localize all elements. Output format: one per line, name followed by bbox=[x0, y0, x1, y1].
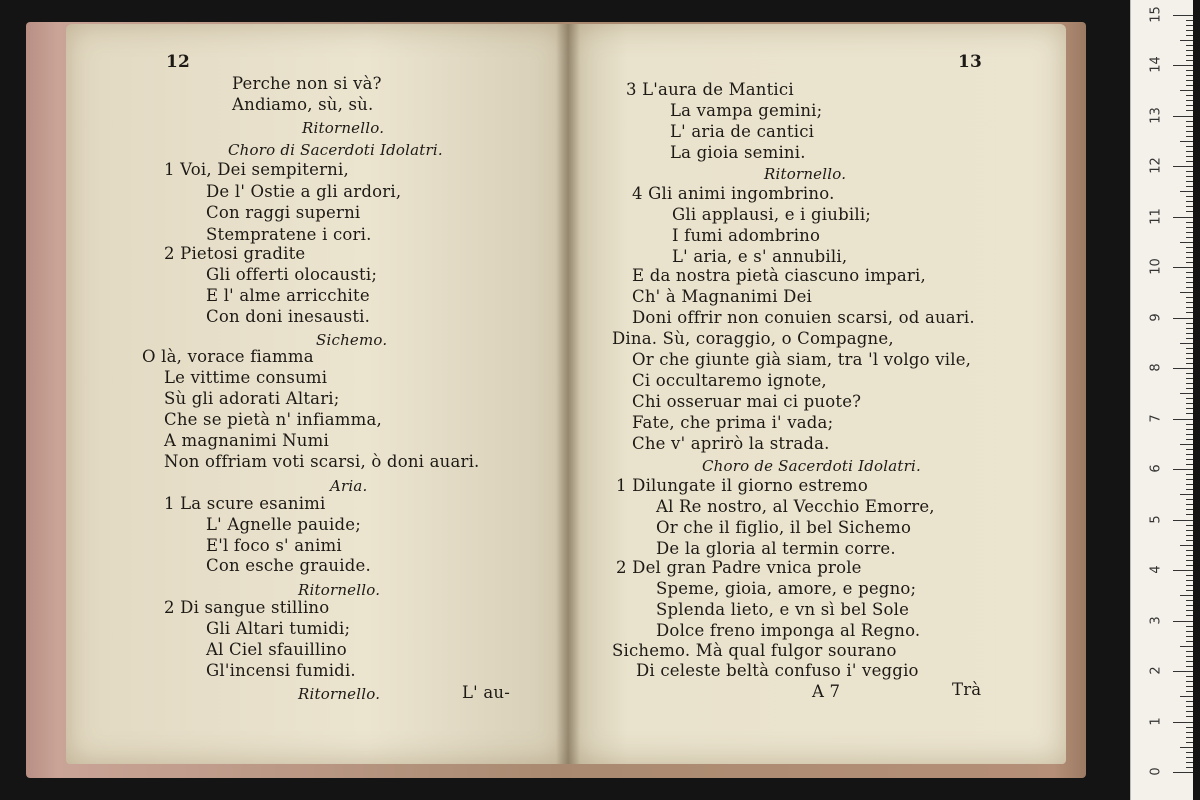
ruler-tick bbox=[1180, 494, 1193, 495]
ruler-tick bbox=[1180, 393, 1193, 394]
section-heading: Ritornello. bbox=[764, 165, 847, 183]
ruler-tick bbox=[1186, 626, 1193, 627]
ruler-label: 8 bbox=[1148, 363, 1164, 372]
text-line: Ci occultaremo ignote, bbox=[632, 371, 827, 390]
page-number-right: 13 bbox=[958, 52, 983, 72]
text-line: Andiamo, sù, sù. bbox=[232, 95, 374, 114]
ruler-tick bbox=[1186, 560, 1193, 561]
text-line: 4 Gli animi ingombrino. bbox=[632, 184, 835, 203]
ruler-tick bbox=[1186, 85, 1193, 86]
ruler-tick bbox=[1186, 121, 1193, 122]
ruler-tick bbox=[1186, 676, 1193, 677]
ruler-tick bbox=[1173, 15, 1193, 16]
ruler-tick bbox=[1186, 610, 1193, 611]
ruler-tick bbox=[1186, 408, 1193, 409]
text-line: Con esche grauide. bbox=[206, 556, 371, 575]
ruler-tick bbox=[1186, 479, 1193, 480]
text-line: Speme, gioia, amore, e pegno; bbox=[656, 579, 917, 598]
ruler-tick bbox=[1186, 227, 1193, 228]
ruler-tick bbox=[1180, 242, 1193, 243]
text-line: 3 L'aura de Mantici bbox=[626, 80, 794, 99]
text-line: 2 Del gran Padre vnica prole bbox=[616, 558, 862, 577]
ruler-tick bbox=[1186, 232, 1193, 233]
ruler-tick bbox=[1186, 20, 1193, 21]
ruler-tick bbox=[1186, 176, 1193, 177]
ruler-tick bbox=[1186, 126, 1193, 127]
ruler-tick bbox=[1180, 444, 1193, 445]
text-line: A magnanimi Numi bbox=[164, 431, 329, 450]
ruler-tick bbox=[1186, 439, 1193, 440]
ruler-tick bbox=[1186, 727, 1193, 728]
text-line: 1 La scure esanimi bbox=[164, 494, 326, 513]
ruler-tick bbox=[1186, 247, 1193, 248]
text-line: Al Re nostro, al Vecchio Emorre, bbox=[656, 497, 935, 516]
ruler-tick bbox=[1173, 671, 1193, 672]
ruler-tick bbox=[1186, 186, 1193, 187]
ruler-tick bbox=[1186, 136, 1193, 137]
ruler-label: 3 bbox=[1148, 615, 1164, 625]
ruler-tick bbox=[1186, 585, 1193, 586]
text-line: Dina. Sù, coraggio, o Compagne, bbox=[612, 329, 894, 348]
ruler-tick bbox=[1186, 206, 1193, 207]
ruler-tick bbox=[1173, 65, 1193, 66]
ruler-label: 13 bbox=[1148, 106, 1164, 124]
ruler-tick bbox=[1186, 636, 1193, 637]
catchword: L' au- bbox=[462, 683, 510, 702]
ruler-tick bbox=[1186, 257, 1193, 258]
ruler-tick bbox=[1186, 55, 1193, 56]
ruler-tick bbox=[1186, 641, 1193, 642]
text-line: O là, vorace fiamma bbox=[142, 347, 314, 366]
ruler-label: 10 bbox=[1148, 258, 1164, 275]
text-line: 1 Voi, Dei sempiterni, bbox=[164, 160, 349, 179]
ruler-label: 12 bbox=[1148, 157, 1164, 174]
ruler-tick bbox=[1186, 499, 1193, 500]
ruler-tick bbox=[1186, 110, 1193, 111]
text-line: Or che giunte già siam, tra 'l volgo vile, bbox=[632, 350, 972, 369]
ruler-tick bbox=[1186, 80, 1193, 81]
ruler-tick bbox=[1186, 222, 1193, 223]
section-heading: Ritornello. bbox=[298, 685, 381, 703]
ruler-tick bbox=[1186, 631, 1193, 632]
text-line: Al Ciel sfauillino bbox=[206, 640, 347, 659]
ruler-tick bbox=[1186, 353, 1193, 354]
ruler-tick bbox=[1186, 706, 1193, 707]
ruler-tick bbox=[1186, 328, 1193, 329]
ruler-tick bbox=[1186, 378, 1193, 379]
ruler-tick bbox=[1186, 661, 1193, 662]
ruler-tick bbox=[1186, 711, 1193, 712]
text-line: De la gloria al termin corre. bbox=[656, 539, 896, 558]
ruler-tick bbox=[1186, 348, 1193, 349]
text-line: Or che il figlio, il bel Sichemo bbox=[656, 518, 912, 537]
ruler-tick bbox=[1186, 262, 1193, 263]
ruler-tick bbox=[1180, 141, 1193, 142]
ruler-label: 1 bbox=[1148, 716, 1164, 726]
ruler-tick bbox=[1186, 691, 1193, 692]
ruler-tick bbox=[1186, 666, 1193, 667]
ruler-tick bbox=[1173, 469, 1193, 470]
text-line: E da nostra pietà ciascuno impari, bbox=[632, 266, 926, 285]
ruler-tick bbox=[1186, 302, 1193, 303]
ruler-tick bbox=[1186, 333, 1193, 334]
ruler-tick bbox=[1173, 368, 1193, 369]
ruler-tick bbox=[1186, 767, 1193, 768]
section-heading: Ritornello. bbox=[298, 581, 381, 599]
ruler-tick bbox=[1186, 388, 1193, 389]
text-line: 2 Di sangue stillino bbox=[164, 598, 330, 617]
ruler-tick bbox=[1186, 484, 1193, 485]
ruler-tick bbox=[1186, 762, 1193, 763]
ruler-tick bbox=[1186, 580, 1193, 581]
ruler-tick bbox=[1186, 338, 1193, 339]
ruler-tick bbox=[1186, 509, 1193, 510]
ruler-label: 11 bbox=[1148, 207, 1164, 225]
ruler-tick bbox=[1186, 196, 1193, 197]
ruler-tick bbox=[1186, 272, 1193, 273]
page-number-left: 12 bbox=[166, 52, 191, 72]
section-heading: Choro de Sacerdoti Idolatri. bbox=[702, 457, 921, 475]
ruler-tick bbox=[1186, 307, 1193, 308]
text-line: De l' Ostie a gli ardori, bbox=[206, 182, 402, 201]
text-line: Doni offrir non conuien scarsi, od auari. bbox=[632, 308, 975, 327]
ruler-tick bbox=[1173, 419, 1193, 420]
ruler-tick bbox=[1186, 297, 1193, 298]
ruler-tick bbox=[1186, 312, 1193, 313]
ruler-label: 0 bbox=[1148, 767, 1164, 776]
ruler-tick bbox=[1186, 100, 1193, 101]
book-gutter bbox=[556, 24, 580, 764]
ruler-tick bbox=[1180, 90, 1193, 91]
text-line: L' Agnelle pauide; bbox=[206, 515, 361, 534]
ruler-tick bbox=[1186, 605, 1193, 606]
ruler-label: 7 bbox=[1148, 413, 1164, 423]
ruler-tick bbox=[1186, 282, 1193, 283]
ruler-tick bbox=[1186, 363, 1193, 364]
text-line: Gli offerti olocausti; bbox=[206, 265, 378, 284]
ruler-tick bbox=[1186, 201, 1193, 202]
section-heading: Aria. bbox=[330, 477, 368, 495]
ruler-tick bbox=[1180, 646, 1193, 647]
ruler-tick bbox=[1186, 25, 1193, 26]
ruler-tick bbox=[1186, 434, 1193, 435]
ruler-tick bbox=[1180, 747, 1193, 748]
text-line: E l' alme arricchite bbox=[206, 286, 370, 305]
ruler-tick bbox=[1186, 449, 1193, 450]
ruler-tick bbox=[1186, 277, 1193, 278]
ruler-tick bbox=[1186, 732, 1193, 733]
text-line: I fumi adombrino bbox=[672, 226, 821, 245]
text-line: Fate, che prima i' vada; bbox=[632, 413, 834, 432]
text-line: Dolce freno imponga al Regno. bbox=[656, 621, 921, 640]
measurement-ruler bbox=[1130, 0, 1193, 800]
ruler-tick bbox=[1186, 413, 1193, 414]
ruler-tick bbox=[1186, 131, 1193, 132]
signature-mark: A 7 bbox=[812, 682, 841, 701]
ruler-tick bbox=[1186, 75, 1193, 76]
text-line: Ch' à Magnanimi Dei bbox=[632, 287, 813, 306]
text-line: Con raggi superni bbox=[206, 203, 361, 222]
text-line: Le vittime consumi bbox=[164, 368, 328, 387]
ruler-tick bbox=[1186, 454, 1193, 455]
ruler-tick bbox=[1180, 40, 1193, 41]
ruler-tick bbox=[1186, 504, 1193, 505]
ruler-tick bbox=[1186, 540, 1193, 541]
ruler-tick bbox=[1186, 287, 1193, 288]
text-line: La vampa gemini; bbox=[670, 101, 823, 120]
text-line: La gioia semini. bbox=[670, 143, 806, 162]
ruler-tick bbox=[1173, 217, 1193, 218]
text-line: Che v' aprirò la strada. bbox=[632, 434, 830, 453]
text-line: Non offriam voti scarsi, ò doni auari. bbox=[164, 452, 480, 471]
ruler-tick bbox=[1186, 464, 1193, 465]
ruler-tick bbox=[1173, 722, 1193, 723]
ruler-tick bbox=[1186, 156, 1193, 157]
text-line: Splenda lieto, e vn sì bel Sole bbox=[656, 600, 910, 619]
ruler-tick bbox=[1186, 30, 1193, 31]
text-line: Sù gli adorati Altari; bbox=[164, 389, 340, 408]
ruler-tick bbox=[1186, 373, 1193, 374]
ruler-tick bbox=[1186, 525, 1193, 526]
ruler-tick bbox=[1186, 171, 1193, 172]
ruler-tick bbox=[1186, 50, 1193, 51]
text-line: Sichemo. Mà qual fulgor sourano bbox=[612, 641, 897, 660]
text-line: Gli applausi, e i giubili; bbox=[672, 205, 872, 224]
catchword: Trà bbox=[952, 680, 982, 699]
ruler-tick bbox=[1173, 116, 1193, 117]
ruler-tick bbox=[1173, 318, 1193, 319]
ruler-tick bbox=[1186, 575, 1193, 576]
ruler-label: 5 bbox=[1148, 514, 1164, 524]
ruler-tick bbox=[1186, 35, 1193, 36]
ruler-tick bbox=[1186, 358, 1193, 359]
ruler-tick bbox=[1186, 600, 1193, 601]
ruler-tick bbox=[1180, 292, 1193, 293]
ruler-tick bbox=[1186, 686, 1193, 687]
ruler-tick bbox=[1186, 383, 1193, 384]
text-line: Perche non si và? bbox=[232, 74, 382, 93]
section-heading: Ritornello. bbox=[302, 119, 385, 137]
ruler-tick bbox=[1186, 656, 1193, 657]
ruler-tick bbox=[1186, 555, 1193, 556]
ruler-label: 15 bbox=[1148, 5, 1164, 23]
ruler-tick bbox=[1186, 429, 1193, 430]
ruler-tick bbox=[1186, 489, 1193, 490]
ruler-tick bbox=[1186, 530, 1193, 531]
text-line: E'l foco s' animi bbox=[206, 536, 342, 555]
text-line: Gl'incensi fumidi. bbox=[206, 661, 356, 680]
ruler-tick bbox=[1186, 550, 1193, 551]
ruler-tick bbox=[1180, 595, 1193, 596]
ruler-tick bbox=[1186, 752, 1193, 753]
ruler-tick bbox=[1186, 45, 1193, 46]
ruler-tick bbox=[1186, 757, 1193, 758]
ruler-tick bbox=[1186, 105, 1193, 106]
ruler-tick bbox=[1186, 565, 1193, 566]
ruler-label: 2 bbox=[1148, 666, 1164, 675]
ruler-tick bbox=[1186, 161, 1193, 162]
text-line: Di celeste beltà confuso i' veggio bbox=[636, 661, 919, 680]
ruler-tick bbox=[1186, 424, 1193, 425]
ruler-tick bbox=[1186, 398, 1193, 399]
ruler-tick bbox=[1186, 615, 1193, 616]
ruler-label: 4 bbox=[1148, 565, 1164, 574]
text-line: Che se pietà n' infiamma, bbox=[164, 410, 382, 429]
ruler-tick bbox=[1186, 590, 1193, 591]
ruler-tick bbox=[1186, 323, 1193, 324]
ruler-tick bbox=[1173, 520, 1193, 521]
ruler-tick bbox=[1186, 701, 1193, 702]
ruler-tick bbox=[1186, 742, 1193, 743]
ruler-tick bbox=[1173, 772, 1193, 773]
ruler-tick bbox=[1186, 403, 1193, 404]
ruler-tick bbox=[1186, 535, 1193, 536]
ruler-tick bbox=[1186, 716, 1193, 717]
ruler-tick bbox=[1180, 343, 1193, 344]
ruler-tick bbox=[1173, 267, 1193, 268]
ruler-label: 9 bbox=[1148, 312, 1164, 322]
ruler-tick bbox=[1186, 651, 1193, 652]
ruler-label: 14 bbox=[1148, 56, 1164, 73]
section-heading: Choro di Sacerdoti Idolatri. bbox=[228, 141, 443, 159]
ruler-tick bbox=[1186, 737, 1193, 738]
ruler-tick bbox=[1186, 181, 1193, 182]
text-line: Gli Altari tumidi; bbox=[206, 619, 351, 638]
ruler-tick bbox=[1186, 60, 1193, 61]
ruler-tick bbox=[1186, 237, 1193, 238]
ruler-tick bbox=[1186, 211, 1193, 212]
ruler-tick bbox=[1180, 545, 1193, 546]
text-line: Chi osseruar mai ci puote? bbox=[632, 392, 862, 411]
text-line: 1 Dilungate il giorno estremo bbox=[616, 476, 868, 495]
ruler-tick bbox=[1186, 151, 1193, 152]
text-line: L' aria de cantici bbox=[670, 122, 815, 141]
ruler-tick bbox=[1180, 696, 1193, 697]
ruler-label: 6 bbox=[1148, 464, 1164, 473]
ruler-tick bbox=[1186, 459, 1193, 460]
ruler-tick bbox=[1186, 95, 1193, 96]
text-line: 2 Pietosi gradite bbox=[164, 244, 306, 263]
ruler-tick bbox=[1186, 252, 1193, 253]
ruler-tick bbox=[1186, 474, 1193, 475]
ruler-tick bbox=[1173, 166, 1193, 167]
ruler-tick bbox=[1186, 70, 1193, 71]
ruler-tick bbox=[1173, 570, 1193, 571]
ruler-tick bbox=[1186, 146, 1193, 147]
ruler-tick bbox=[1180, 191, 1193, 192]
text-line: L' aria, e s' annubili, bbox=[672, 247, 848, 266]
text-line: Stempratene i cori. bbox=[206, 225, 372, 244]
speaker-label: Sichemo. bbox=[316, 331, 388, 349]
ruler-tick bbox=[1173, 621, 1193, 622]
ruler-tick bbox=[1186, 514, 1193, 515]
text-line: Con doni inesausti. bbox=[206, 307, 371, 326]
ruler-tick bbox=[1186, 681, 1193, 682]
